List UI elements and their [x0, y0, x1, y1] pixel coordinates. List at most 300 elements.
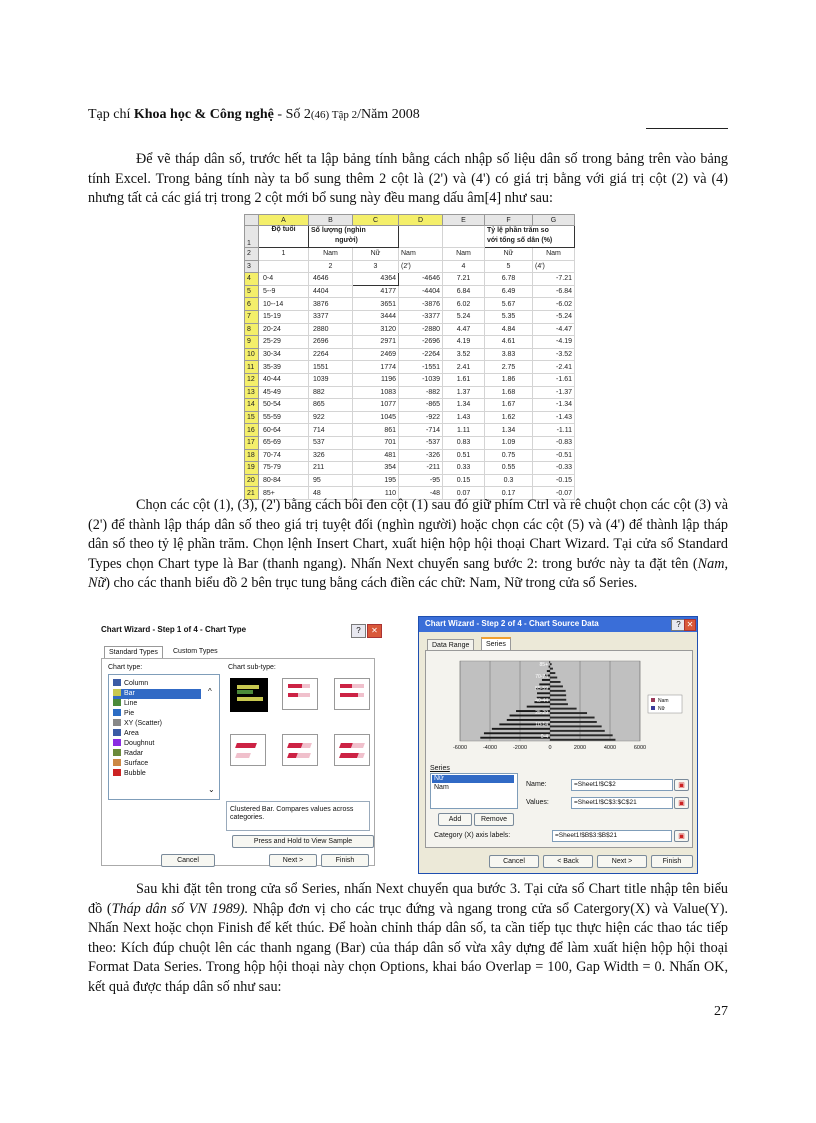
bar-nu	[550, 739, 615, 741]
sheet-data-row	[245, 411, 575, 424]
sheet-data-row	[245, 323, 575, 336]
cell: 4364	[353, 273, 399, 286]
cell: -95	[399, 474, 443, 487]
chart-type-label: Doughnut	[124, 740, 155, 747]
chart-type-icon	[113, 739, 121, 746]
cell: 714	[309, 424, 353, 437]
age-label: 70-74	[535, 674, 548, 680]
row-number: 21	[245, 487, 259, 500]
cell: 110	[353, 487, 399, 500]
excel-sheet	[244, 214, 572, 497]
cell: -5.24	[533, 310, 575, 323]
para3-end: Nhập đơn vị cho các trục đứng và ngang trong cửa sổ Catergory(X) và Value(Y). Nhấn Next hoặc chọn Finish để kết thúc. Để hoàn chỉnh tháp dân số, ta cần tiếp tục thực hiện các thao tác tiếp theo: Kích đúp chuột lên các thanh ngang (Bar) của tháp dân số vừa xây dựng để làm xuất hiện hộp hội thoại Format Data Series. Trong hộp hội thoại này chọn Options, khai báo Overlap = 100, Gap Width = 0. Nhấn OK, kết quả được tháp dân số như sau:	[88, 900, 728, 995]
sheet-data-row	[245, 399, 575, 412]
cancel-button[interactable]: Cancel	[161, 854, 215, 867]
cell: 0.55	[485, 462, 533, 475]
bar-nu	[550, 708, 577, 710]
press-hold-sample-button[interactable]: Press and Hold to View Sample	[232, 835, 374, 848]
cell: 2696	[309, 336, 353, 349]
cell: (4')	[533, 260, 575, 273]
cell: -922	[399, 411, 443, 424]
sheet-data-row	[245, 373, 575, 386]
sheet-data-row	[245, 310, 575, 323]
population-pyramid-preview	[430, 655, 688, 759]
issue-part1: - Số 2	[273, 107, 311, 122]
bar-nam	[527, 706, 550, 708]
cell: -1551	[399, 361, 443, 374]
cell: 1.62	[485, 411, 533, 424]
col-header-g: G	[533, 215, 575, 226]
cell: 3444	[353, 310, 399, 323]
cell: 2.41	[443, 361, 485, 374]
bar-nam	[549, 666, 550, 668]
cell: 2264	[309, 348, 353, 361]
bar-nu	[550, 694, 566, 696]
cell: 1.67	[485, 399, 533, 412]
cell: 6.02	[443, 298, 485, 311]
cell: 65-69	[259, 436, 309, 449]
series-item-nu[interactable]: Nữ	[432, 775, 514, 783]
chart-type-label: Bar	[124, 690, 135, 697]
cell: 1045	[353, 411, 399, 424]
sheet-data-row	[245, 285, 575, 298]
cell: 4646	[309, 273, 353, 286]
legend-swatch-nam	[651, 698, 655, 702]
cell: 3377	[309, 310, 353, 323]
bar-nu	[550, 721, 597, 723]
cell: 5	[485, 260, 533, 273]
x-tick-label: -6000	[452, 745, 468, 751]
cell: 15-19	[259, 310, 309, 323]
col-header-e: E	[443, 215, 485, 226]
issue-small: (46) Tập 2	[310, 109, 358, 121]
row-number: 9	[245, 336, 259, 349]
para3-italic: Tháp dân số VN 1989).	[111, 900, 249, 917]
age-label: 0-4	[540, 734, 548, 740]
cell: 1	[259, 248, 309, 261]
header-quantity-1: Số lượng (nghìn	[311, 227, 366, 234]
chart-type-icon	[113, 759, 121, 766]
cell: 25-29	[259, 336, 309, 349]
cell: 30-34	[259, 348, 309, 361]
cell: 0.17	[485, 487, 533, 500]
col-header-c: C	[353, 215, 399, 226]
collapse-dialog-icon[interactable]: ▣	[674, 779, 689, 791]
finish-button[interactable]: Finish	[651, 855, 693, 868]
bar-nam	[549, 661, 550, 663]
cell: 35-39	[259, 361, 309, 374]
sheet-data-row	[245, 424, 575, 437]
series-item-nam[interactable]: Nam	[434, 784, 449, 791]
chart-type-label: Bubble	[124, 770, 146, 777]
age-label: 10-14	[535, 722, 548, 728]
cell: 1039	[309, 373, 353, 386]
corner-cell	[245, 215, 259, 226]
row-number: 11	[245, 361, 259, 374]
cell: -211	[399, 462, 443, 475]
cell: 0.3	[485, 474, 533, 487]
cell: Nam	[533, 248, 575, 261]
collapse-dialog-icon[interactable]: ▣	[674, 830, 689, 842]
cell: -2696	[399, 336, 443, 349]
col-header-b: B	[309, 215, 353, 226]
cell: 861	[353, 424, 399, 437]
cell: 4.61	[485, 336, 533, 349]
legend-label-nam: Nam	[658, 698, 669, 704]
cell: 865	[309, 399, 353, 412]
cell: 80-84	[259, 474, 309, 487]
cell: 1.37	[443, 386, 485, 399]
wizard2-titlebar	[419, 617, 697, 632]
cell: 5--9	[259, 285, 309, 298]
col-header-a: A	[259, 215, 309, 226]
name-field[interactable]: =Sheet1!$C$2	[571, 779, 673, 791]
row-number: 18	[245, 449, 259, 462]
cell: -3.52	[533, 348, 575, 361]
cell: -0.07	[533, 487, 575, 500]
sheet-row-1	[245, 226, 575, 248]
cell: 1774	[353, 361, 399, 374]
cell: 0.07	[443, 487, 485, 500]
cell: 1.86	[485, 373, 533, 386]
wizard1-titlebar	[95, 622, 385, 638]
tab-data-range[interactable]: Data Range	[427, 639, 474, 651]
scroll-down-icon[interactable]: ⌄	[208, 785, 215, 794]
chart-type-icon	[113, 769, 121, 776]
cell: 4.84	[485, 323, 533, 336]
cell: -4.47	[533, 323, 575, 336]
wizard1-title: Chart Wizard - Step 1 of 4 - Chart Type	[101, 625, 247, 634]
chart-type-item[interactable]	[113, 719, 162, 729]
row-number: 2	[245, 248, 259, 261]
series-list[interactable]	[430, 773, 518, 809]
cell: 701	[353, 436, 399, 449]
bar-nu	[550, 690, 566, 692]
cell: 354	[353, 462, 399, 475]
cell: Nam	[309, 248, 353, 261]
bar-nu	[550, 663, 552, 665]
bar-nu	[550, 685, 563, 687]
cell: 211	[309, 462, 353, 475]
chart-type-icon	[113, 679, 121, 686]
remove-series-button[interactable]: Remove	[474, 813, 514, 826]
cell: 2880	[309, 323, 353, 336]
chart-type-item[interactable]	[113, 739, 154, 749]
cell: -7.21	[533, 273, 575, 286]
help-button[interactable]: ?	[671, 619, 686, 631]
cell: -4646	[399, 273, 443, 286]
cell: 1.61	[443, 373, 485, 386]
chart-type-icon	[113, 689, 121, 696]
bar-nam	[492, 728, 550, 730]
cell: 4.19	[443, 336, 485, 349]
cell: 1.09	[485, 436, 533, 449]
chart-type-item[interactable]	[113, 749, 143, 759]
cell: Nam	[399, 248, 443, 261]
cell: Nam	[443, 248, 485, 261]
cell: 3	[353, 260, 399, 273]
cell: 60-64	[259, 424, 309, 437]
journal-name: Khoa học & Công nghệ	[133, 107, 274, 122]
subtype-100-stacked-bar[interactable]	[334, 678, 370, 710]
cell: -326	[399, 449, 443, 462]
subtype-clustered-bar[interactable]	[230, 678, 268, 712]
cell: -4.19	[533, 336, 575, 349]
cell: -1.61	[533, 373, 575, 386]
journal-header	[88, 107, 420, 123]
empty-cell	[399, 226, 443, 248]
back-button[interactable]: < Back	[543, 855, 593, 868]
para2-main: Chọn các cột (1), (3), (2') bằng cách bôi đen cột (1) sau đó giữ phím Ctrl và rê chuột chọn các cột (3) và (2') để thành lập tháp dân số theo giá trị tuyệt đối (nghìn người) hoặc chọn các cột (5) và (4') để thành lập tháp dân số theo tỷ lệ phần trăm. Chọn lệnh Insert Chart, xuất hiện hộp hội thoại Chart Wizard. Tại cửa sổ Standard Types chọn Chart type là Bar (thanh ngang). Nhấn Next chuyển sang bước 2: trong bước này ta đặt tên (	[88, 497, 728, 572]
add-series-button[interactable]: Add	[438, 813, 472, 826]
cell: 2.75	[485, 361, 533, 374]
cell: 0.75	[485, 449, 533, 462]
sheet-data-row	[245, 298, 575, 311]
category-field[interactable]: =Sheet1!$B$3:$B$21	[552, 830, 672, 842]
cell: 6.49	[485, 285, 533, 298]
cell: -865	[399, 399, 443, 412]
age-label: 25-29	[535, 710, 548, 716]
header-percent-2: với tổng số dân (%)	[487, 237, 553, 244]
row-number: 17	[245, 436, 259, 449]
cell: Nữ	[353, 248, 399, 261]
cell: 70-74	[259, 449, 309, 462]
chart-type-icon	[113, 719, 121, 726]
row-number: 8	[245, 323, 259, 336]
para2-italic: Nam, Nữ	[88, 555, 728, 591]
collapse-dialog-icon[interactable]: ▣	[674, 797, 689, 809]
cell: 48	[309, 487, 353, 500]
subtype-stacked-bar[interactable]	[282, 678, 318, 710]
cell: 1.34	[443, 399, 485, 412]
sheet-data-row	[245, 386, 575, 399]
category-label: Category (X) axis labels:	[434, 832, 511, 839]
cell: 1.34	[485, 424, 533, 437]
cell	[259, 260, 309, 273]
cell: 1.11	[443, 424, 485, 437]
page-number: 27	[714, 1004, 728, 1019]
cell: 10--14	[259, 298, 309, 311]
cell: 2469	[353, 348, 399, 361]
cell: 1083	[353, 386, 399, 399]
header-quantity	[309, 226, 399, 248]
sheet-data-row	[245, 273, 575, 286]
help-button[interactable]: ?	[351, 624, 366, 638]
col-header-f: F	[485, 215, 533, 226]
cell: 1077	[353, 399, 399, 412]
row-number: 20	[245, 474, 259, 487]
header-rule	[646, 128, 728, 129]
paragraph-1-text: Để vẽ tháp dân số, trước hết ta lập bảng tính bằng cách nhập số liệu dân số trong bảng trên vào bảng tính Excel. Trong bảng tính này ta bổ sung thêm 2 cột là (2') và (4') có giá trị bằng với giá trị cột (2) và (4) nhưng tất cả các giá trị trong 2 cột mới bổ sung này đều mang dấu âm[4] như sau:	[88, 151, 728, 206]
chart-type-label: Area	[124, 730, 139, 737]
age-label: 40-44	[535, 698, 548, 704]
chart-type-item[interactable]	[113, 709, 134, 719]
finish-button[interactable]: Finish	[321, 854, 369, 867]
cell: 4177	[353, 285, 399, 298]
row-number: 6	[245, 298, 259, 311]
cell: -48	[399, 487, 443, 500]
sheet-data-row	[245, 436, 575, 449]
cell: 20-24	[259, 323, 309, 336]
chart-type-item[interactable]	[113, 699, 137, 709]
cell: 5.67	[485, 298, 533, 311]
cell: 195	[353, 474, 399, 487]
paragraph-2-text	[88, 496, 728, 594]
paragraph-1	[88, 150, 728, 209]
cell: -6.84	[533, 285, 575, 298]
cell: 882	[309, 386, 353, 399]
cell: 2	[309, 260, 353, 273]
close-button[interactable]: ✕	[684, 619, 696, 631]
cell: 0.83	[443, 436, 485, 449]
cell: -882	[399, 386, 443, 399]
sheet-data-row	[245, 336, 575, 349]
cell: 7.21	[443, 273, 485, 286]
row-number: 5	[245, 285, 259, 298]
sheet-data-row	[245, 449, 575, 462]
cell: -0.83	[533, 436, 575, 449]
chart-type-icon	[113, 699, 121, 706]
chart-type-label: Surface	[124, 760, 149, 767]
row-number: 14	[245, 399, 259, 412]
bar-nam	[547, 670, 550, 672]
cell: 481	[353, 449, 399, 462]
para2-end: ) cho các thanh biểu đồ 2 bên trục tung bằng cách điền các chữ: Nam, Nữ trong cửa sổ Series.	[105, 575, 638, 591]
chart-type-label: Line	[124, 700, 138, 707]
row-number: 12	[245, 373, 259, 386]
subtype-3d-stacked-bar[interactable]	[282, 734, 318, 766]
next-button[interactable]: Next >	[269, 854, 317, 867]
cell: -0.51	[533, 449, 575, 462]
cell: 4	[443, 260, 485, 273]
tab-series[interactable]: Series	[481, 637, 511, 650]
bar-nu	[550, 668, 553, 670]
cell: 3651	[353, 298, 399, 311]
description-text: Clustered Bar. Compares values across categories.	[230, 806, 354, 821]
journal-prefix: Tạp chí	[88, 107, 134, 122]
cell: (2')	[399, 260, 443, 273]
bar-nu	[550, 681, 561, 683]
cell: 75-79	[259, 462, 309, 475]
cell: 3876	[309, 298, 353, 311]
values-field[interactable]: =Sheet1!$C$3:$C$21	[571, 797, 673, 809]
header-age: Độ tuổi	[259, 226, 309, 248]
row-number: 13	[245, 386, 259, 399]
bar-nu	[550, 734, 613, 736]
chart-type-item[interactable]	[113, 759, 148, 769]
cell: Nữ	[485, 248, 533, 261]
cell: -2880	[399, 323, 443, 336]
tab-custom-types[interactable]: Custom Types	[173, 648, 218, 655]
x-tick-label: 6000	[633, 745, 647, 751]
cell: -0.33	[533, 462, 575, 475]
bar-nu	[550, 677, 557, 679]
cell: 3.83	[485, 348, 533, 361]
cell: 95	[309, 474, 353, 487]
chart-type-label: Pie	[124, 710, 135, 717]
cell: 4404	[309, 285, 353, 298]
chart-type-label: Chart type:	[108, 664, 143, 671]
row-number: 10	[245, 348, 259, 361]
cell: 3.52	[443, 348, 485, 361]
row-number: 16	[245, 424, 259, 437]
close-button[interactable]: ✕	[367, 624, 382, 638]
cell: 6.78	[485, 273, 533, 286]
scroll-up-icon[interactable]: ^	[208, 687, 212, 696]
x-tick-label: -2000	[512, 745, 528, 751]
cell: -1.11	[533, 424, 575, 437]
chart-type-item[interactable]	[113, 689, 201, 699]
sheet-row-3	[245, 260, 575, 273]
cell: -1039	[399, 373, 443, 386]
cancel-button[interactable]: Cancel	[489, 855, 539, 868]
cell: 4.47	[443, 323, 485, 336]
chart-type-item[interactable]	[113, 679, 148, 689]
chart-type-icon	[113, 709, 121, 716]
cell: -714	[399, 424, 443, 437]
column-header-row	[245, 215, 575, 226]
bar-nu	[550, 725, 602, 727]
cell: 6.84	[443, 285, 485, 298]
chart-subtype-grid	[226, 674, 370, 794]
next-button[interactable]: Next >	[597, 855, 647, 868]
cell: -0.15	[533, 474, 575, 487]
tab-standard-types[interactable]: Standard Types	[104, 646, 163, 658]
cell: -3377	[399, 310, 443, 323]
header-percent	[485, 226, 575, 248]
chart-type-list[interactable]	[108, 674, 220, 800]
bar-nu	[550, 703, 568, 705]
chart-type-item[interactable]	[113, 769, 146, 779]
paragraph-2	[88, 496, 728, 594]
bar-nu	[550, 712, 587, 714]
cell: 5.35	[485, 310, 533, 323]
cell: 326	[309, 449, 353, 462]
row-number: 19	[245, 462, 259, 475]
sheet-table	[244, 214, 575, 500]
para3-main: Sau khi đặt tên trong cửa sổ Series, nhấn Next chuyển qua bước 3. Tại cửa sổ Chart title nhập tên biểu đồ (	[88, 881, 728, 917]
description-box	[226, 801, 370, 831]
cell: 85+	[259, 487, 309, 500]
age-label: 85+	[539, 662, 548, 668]
row-number: 1	[245, 226, 259, 248]
cell: 1.68	[485, 386, 533, 399]
subtype-3d-clustered-bar[interactable]	[230, 734, 266, 766]
cell: 922	[309, 411, 353, 424]
empty-cell	[443, 226, 485, 248]
chart-type-item[interactable]	[113, 729, 139, 739]
cell: 45-49	[259, 386, 309, 399]
cell: 1196	[353, 373, 399, 386]
wizard1-tab-pane	[101, 658, 375, 866]
chart-type-icon	[113, 749, 121, 756]
wizard2-title: Chart Wizard - Step 2 of 4 - Chart Source Data	[425, 619, 599, 628]
issue-part2: /Năm 2008	[357, 107, 420, 122]
bar-nu	[550, 717, 595, 719]
x-tick-label: 0	[548, 745, 552, 751]
cell: -2264	[399, 348, 443, 361]
cell: 1551	[309, 361, 353, 374]
x-tick-label: -4000	[482, 745, 498, 751]
chart-type-label: XY (Scatter)	[124, 720, 162, 727]
cell: -537	[399, 436, 443, 449]
cell: 0.15	[443, 474, 485, 487]
sheet-row-2	[245, 248, 575, 261]
cell: 5.24	[443, 310, 485, 323]
cell: -2.41	[533, 361, 575, 374]
subtype-3d-100-stacked-bar[interactable]	[334, 734, 370, 766]
bar-nu	[550, 672, 555, 674]
